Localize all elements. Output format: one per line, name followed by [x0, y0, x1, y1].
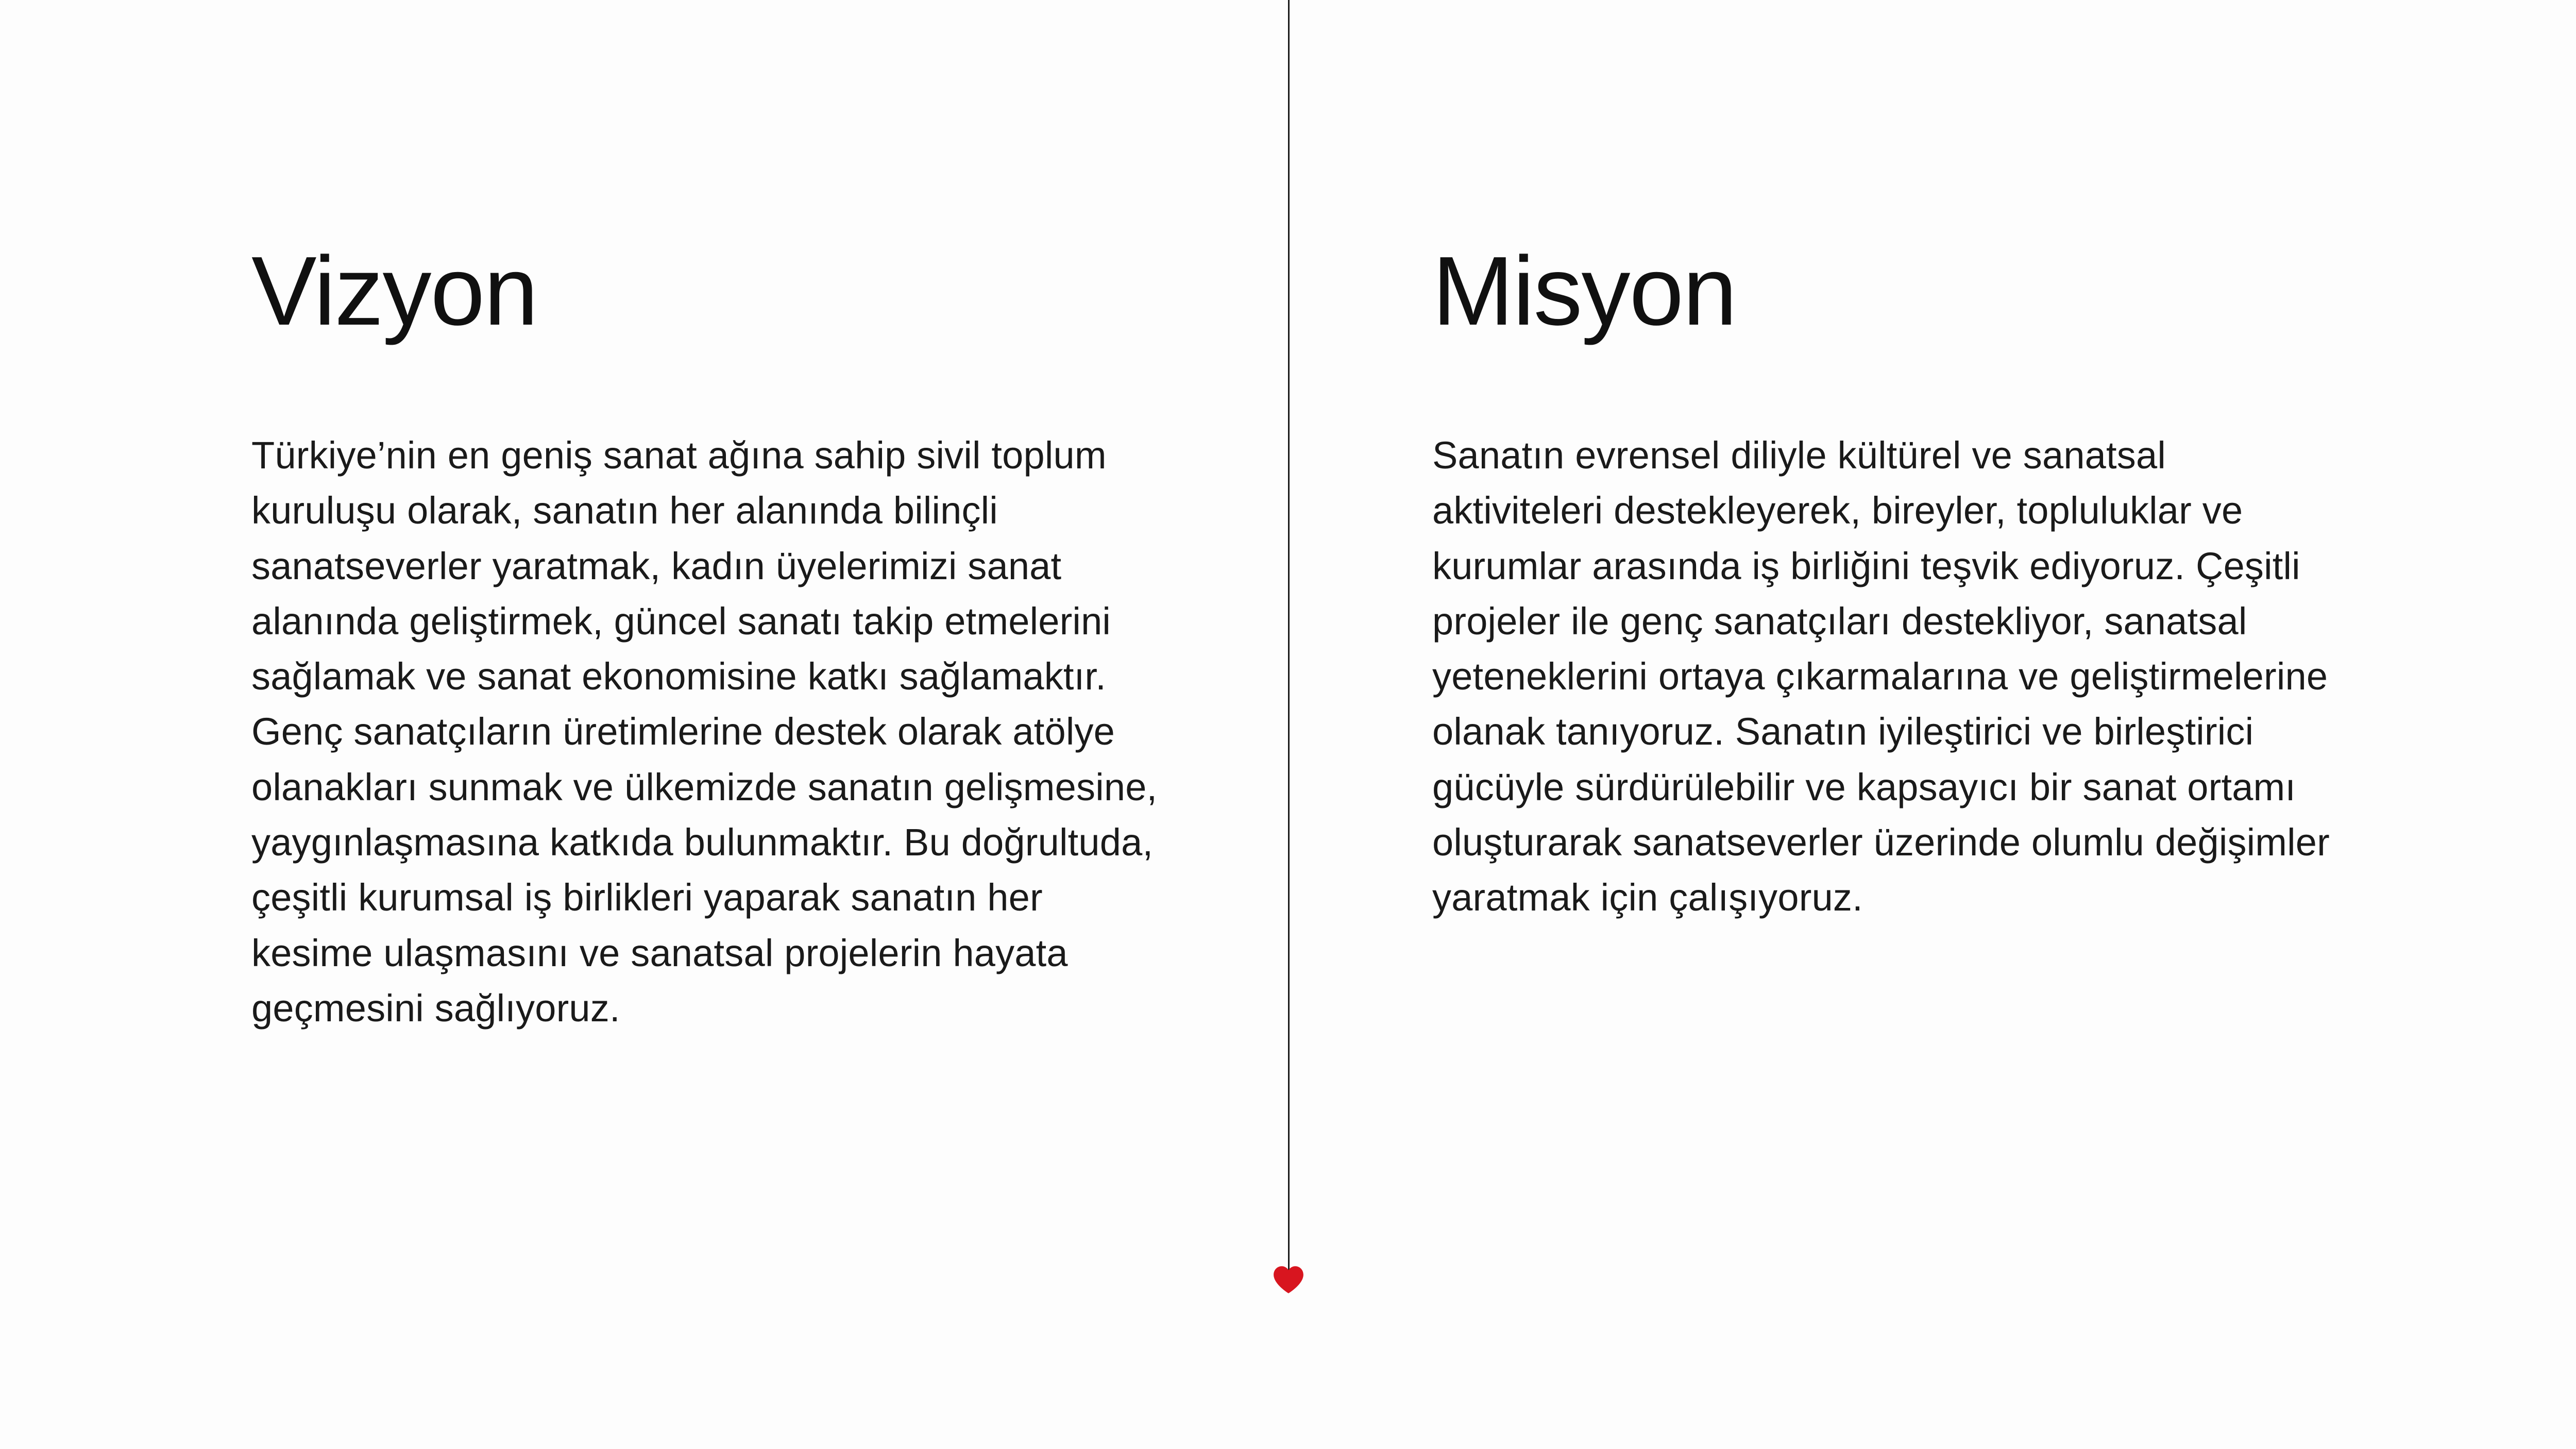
misyon-title: Misyon — [1432, 237, 1736, 346]
vizyon-title: Vizyon — [251, 237, 537, 346]
misyon-column — [1432, 237, 2339, 925]
misyon-body: Sanatın evrensel diliyle kültürel ve sanatsal aktiviteleri destekleyerek, bireyler, topluluklar ve kurumlar arasında iş birliğini teşvik ediyoruz. Çeşitli projeler ile genç sanatçıları destekliyor, sanatsal yeteneklerini ortaya çıkarmalarına ve geliştirmelerine olanak tanıyoruz. Sanatın iyileştirici ve birleştirici gücüyle sürdürülebilir ve kapsayıcı bir sanat ortamı oluşturarak sanatseverler üzerinde olumlu değişimler yaratmak için çalışıyoruz. — [1432, 434, 2330, 919]
vizyon-body: Türkiye’nin en geniş sanat ağına sahip sivil toplum kuruluşu olarak, sanatın her alanında bilinçli sanatseverler yaratmak, kadın üyelerimizi sanat alanında geliştirmek, güncel sanatı takip etmelerini sağlamak ve sanat ekonomisine katkı sağlamaktır. Genç sanatçıların üretimlerine destek olarak atölye olanakları sunmak ve ülkemizde sanatın gelişmesine, yaygınlaşmasına katkıda bulunmaktır. Bu doğrultuda, çeşitli kurumsal iş birlikleri yaparak sanatın her kesime ulaşmasını ve sanatsal projelerin hayata geçmesini sağlıyoruz. — [251, 434, 1158, 1030]
vizyon-column — [251, 237, 1158, 1036]
heart-icon — [1272, 1262, 1306, 1296]
vertical-divider — [1288, 0, 1290, 1283]
